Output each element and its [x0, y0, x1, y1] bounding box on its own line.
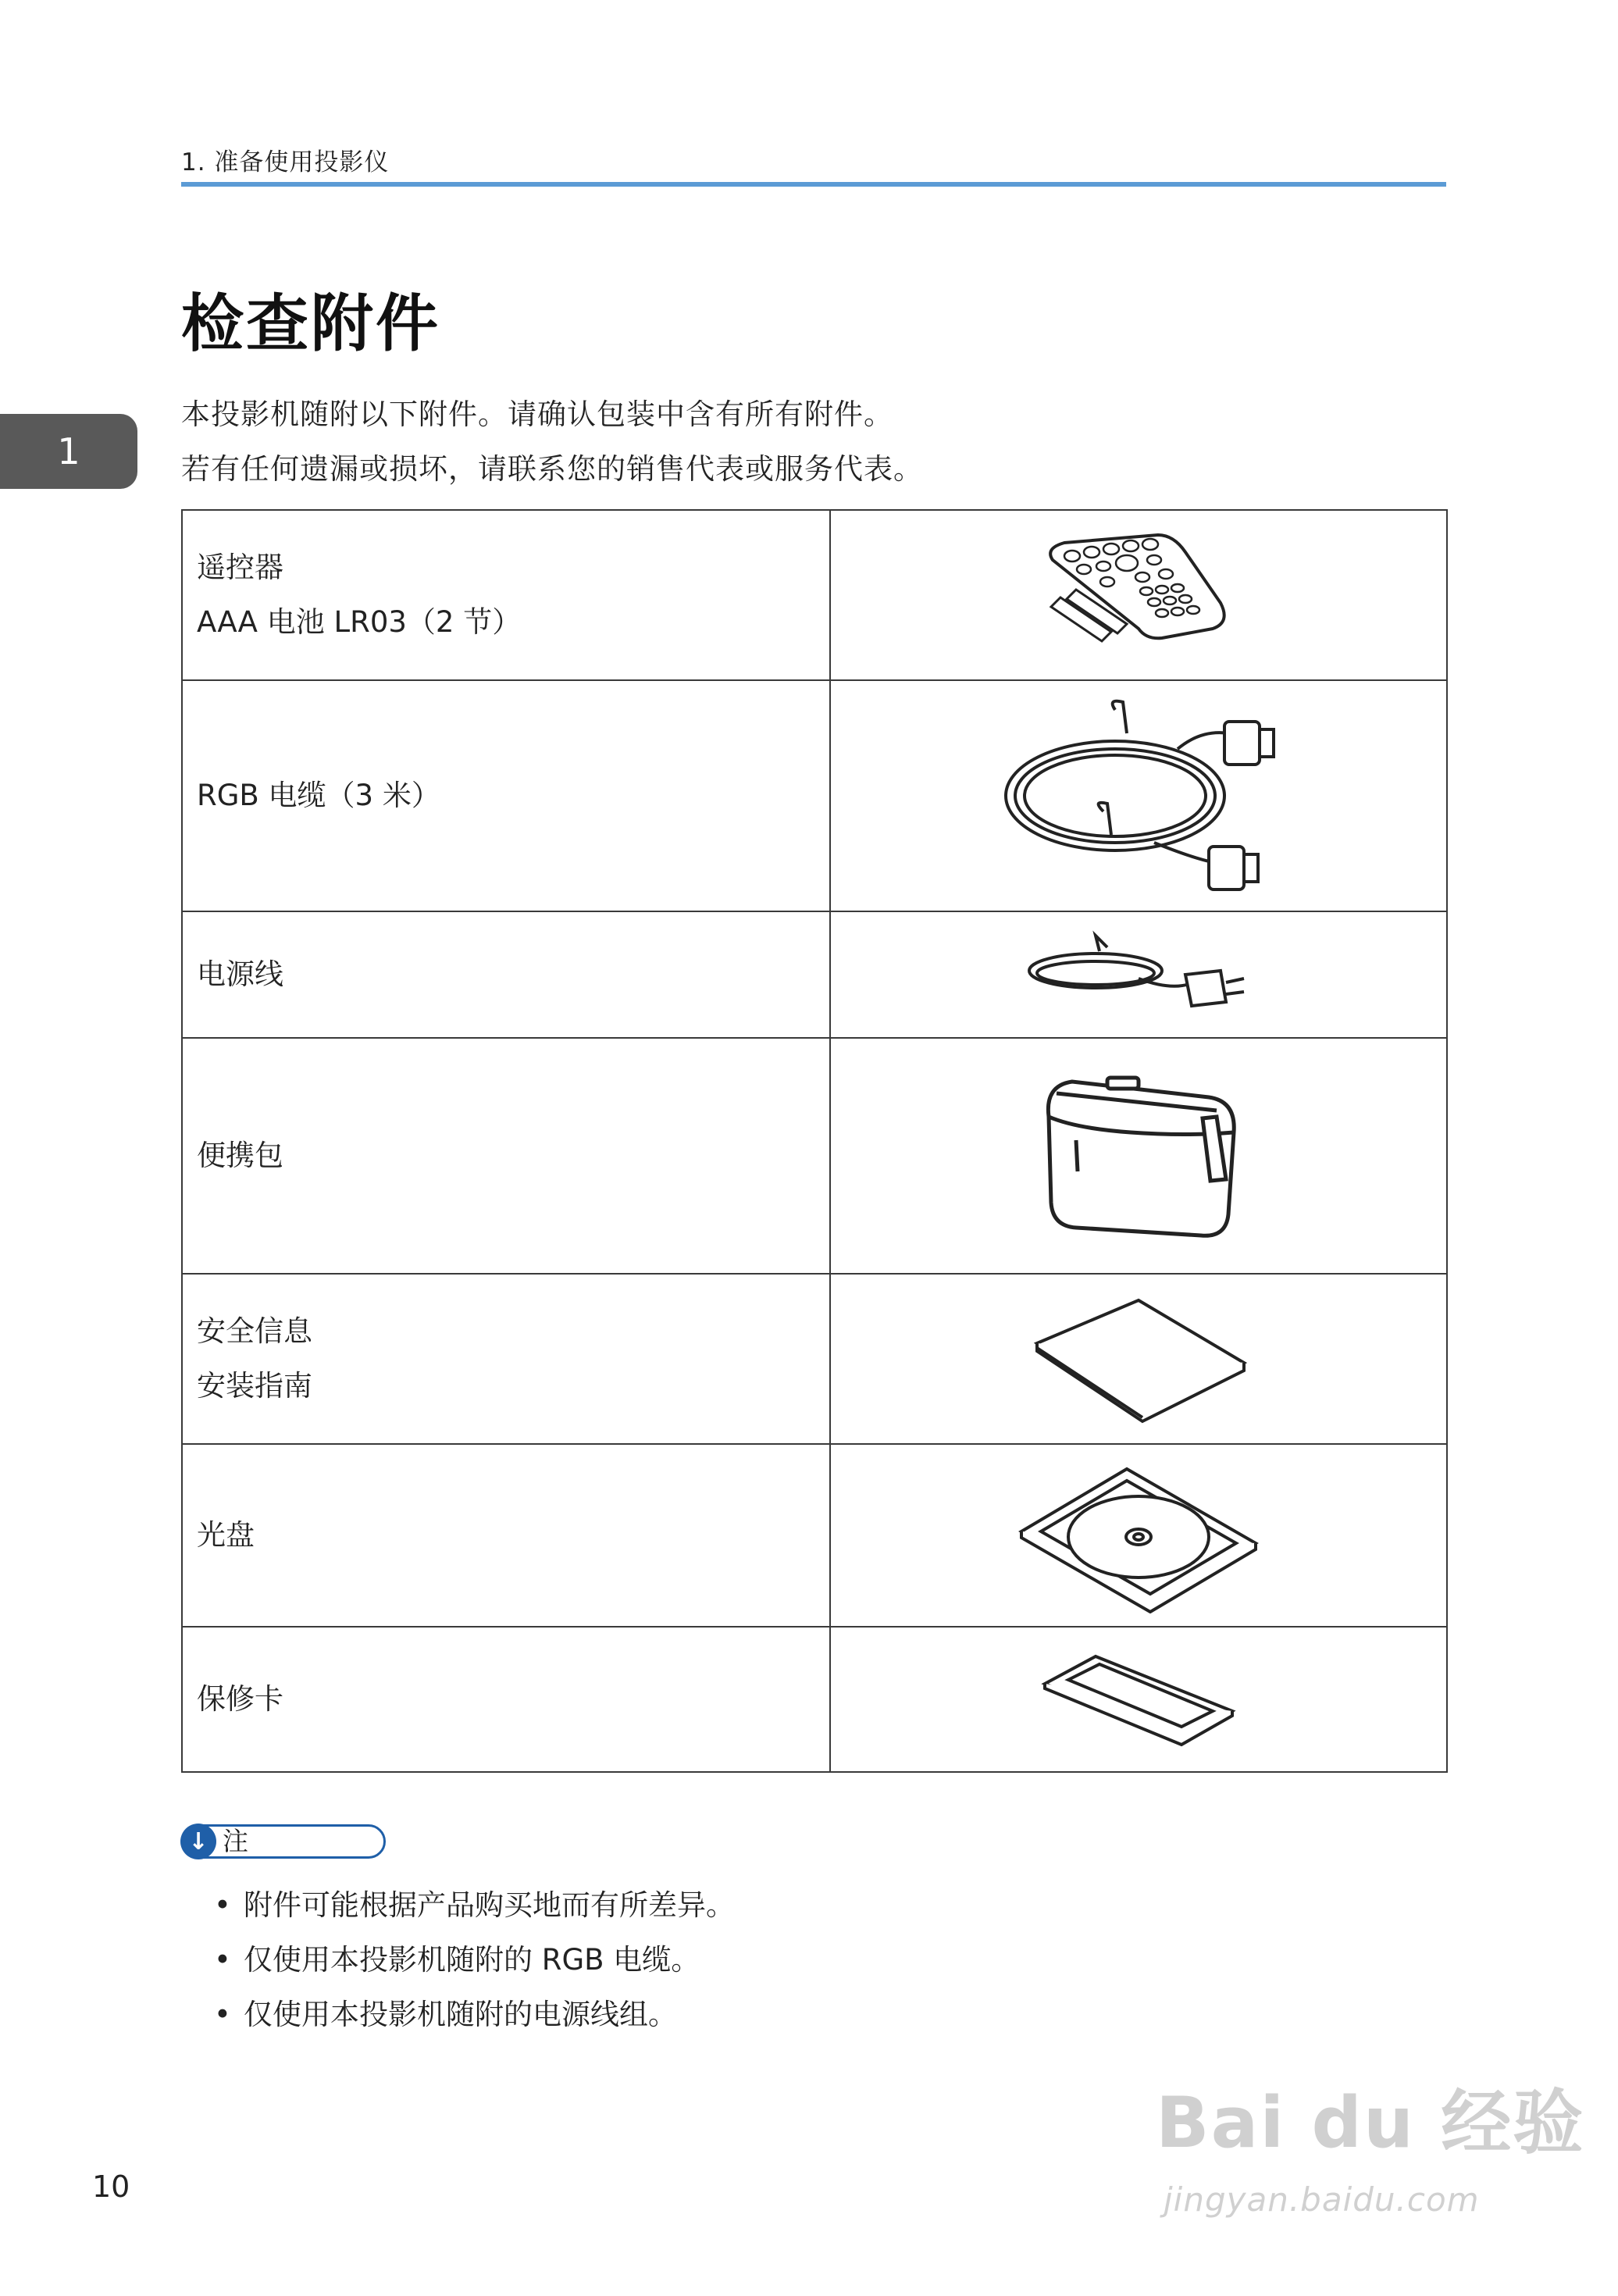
- accessory-name-cell: [182, 680, 830, 911]
- accessory-name-cell: [182, 1444, 830, 1627]
- table-row: [182, 680, 1447, 911]
- accessories-table: [181, 509, 1448, 1773]
- list-item: • 附件可能根据产品购买地而有所差异。: [205, 1878, 735, 1933]
- table-row: [182, 911, 1447, 1038]
- down-arrow-icon: ↓: [180, 1824, 216, 1859]
- list-item: • 仅使用本投影机随附的电源线组。: [205, 1988, 735, 2042]
- remote-control-icon: [1029, 529, 1248, 661]
- accessory-image-cell: [830, 911, 1447, 1038]
- accessory-name: 便携包: [197, 1139, 283, 1172]
- running-header: 1. 准备使用投影仪: [181, 148, 390, 176]
- accessory-name: 电源线: [197, 957, 283, 991]
- page-number: 10: [92, 2169, 130, 2204]
- note-list: [205, 1878, 735, 2042]
- table-row: [182, 510, 1447, 680]
- carrying-bag-icon: [1029, 1062, 1248, 1250]
- accessory-name: 光盘: [197, 1518, 255, 1552]
- table-row: [182, 1444, 1447, 1627]
- table-row: [182, 1038, 1447, 1274]
- accessory-name-cell: [182, 510, 830, 680]
- cd-rom-icon: [1014, 1457, 1263, 1613]
- chapter-tab: 1: [0, 414, 137, 489]
- page-title: 检查附件: [181, 287, 440, 360]
- accessory-name: 安装指南: [197, 1369, 312, 1403]
- accessory-name: RGB 电缆（3 米）: [197, 779, 440, 812]
- note-badge: [181, 1824, 386, 1859]
- accessory-name-cell: [182, 1274, 830, 1444]
- accessory-image-cell: [830, 1444, 1447, 1627]
- table-row: [182, 1274, 1447, 1444]
- accessory-name-cell: [182, 1627, 830, 1772]
- accessory-name: 安全信息: [197, 1314, 312, 1348]
- table-row: [182, 1627, 1447, 1772]
- power-cord-icon: [1021, 928, 1256, 1021]
- watermark-logo: [1156, 2066, 1584, 2167]
- watermark-brand: Bai du 经验: [1156, 2082, 1585, 2164]
- accessory-name: 遥控器: [197, 551, 283, 584]
- accessory-image-cell: [830, 680, 1447, 911]
- accessory-image-cell: [830, 510, 1447, 680]
- intro-line-2: 若有任何遗漏或损坏，请联系您的销售代表或服务代表。: [181, 452, 923, 486]
- header-rule: [181, 182, 1446, 187]
- accessory-name-cell: [182, 911, 830, 1038]
- accessory-image-cell: [830, 1274, 1447, 1444]
- booklet-icon: [1021, 1289, 1256, 1429]
- intro-line-1: 本投影机随附以下附件。请确认包装中含有所有附件。: [181, 398, 893, 431]
- rgb-cable-icon: [998, 694, 1279, 897]
- accessory-image-cell: [830, 1627, 1447, 1772]
- warranty-card-icon: [1037, 1645, 1240, 1754]
- accessory-name: 保修卡: [197, 1682, 283, 1716]
- watermark-url: jingyan.baidu.com: [1164, 2180, 1480, 2219]
- note-label: 注: [223, 1826, 248, 1856]
- list-item: • 仅使用本投影机随附的 RGB 电缆。: [205, 1933, 735, 1988]
- accessory-image-cell: [830, 1038, 1447, 1274]
- accessory-name-cell: [182, 1038, 830, 1274]
- accessory-name: AAA 电池 LR03（2 节）: [197, 605, 522, 639]
